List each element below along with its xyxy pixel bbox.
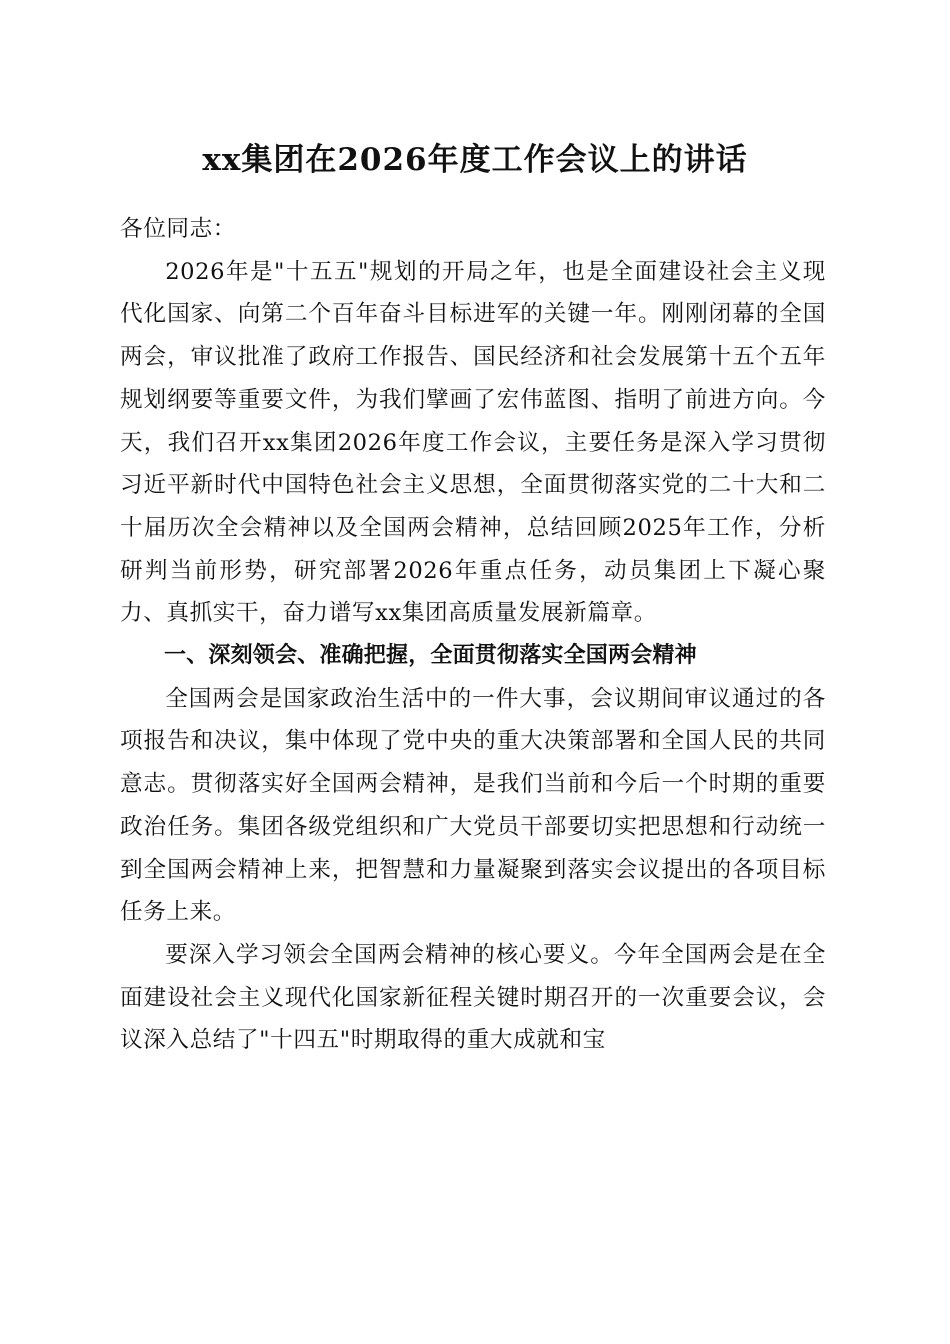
section-heading-1: 一、深刻领会、准确把握，全面贯彻落实全国两会精神 xyxy=(164,643,697,669)
intro-paragraph: 2026年是"十五五"规划的开局之年，也是全面建设社会主义现代化国家、向第二个百年奋斗目标进军的关键一年。刚刚闭幕的全国两会，审议批准了政府工作报告、国民经济和社会发展第十五个五年规划纲要等重要文件，为我们擘画了宏伟蓝图、指明了前进方向。今天，我们召开xx集团2026年度工作会议，主要任务是深入学习贯彻习近平新时代中国特色社会主义思想，全面贯彻落实党的二十大和二十届历次全会精神以及全国两会精神，总结回顾2025年工作，分析研判当前形势，研究部署2026年重点任务，动员集团上下凝心聚力、真抓实干，奋力谱写xx集团高质量发展新篇章。 xyxy=(120,258,826,627)
section1-paragraph-2: 要深入学习领会全国两会精神的核心要义。今年全国两会是在全面建设社会主义现代化国家新征程关键时期召开的一次重要会议，会议深入总结了"十四五"时期取得的重大成就和宝 xyxy=(120,941,826,1054)
salutation: 各位同志： xyxy=(120,216,236,242)
document-title: xx集团在2026年度工作会议上的讲话 xyxy=(202,142,748,178)
document-body xyxy=(120,208,826,1062)
section1-paragraph-1: 全国两会是国家政治生活中的一件大事，会议期间审议通过的各项报告和决议，集中体现了党中央的重大决策部署和全国人民的共同意志。贯彻落实好全国两会精神，是我们当前和今后一个时期的重要政治任务。集团各级党组织和广大党员干部要切实把思想和行动统一到全国两会精神上来，把智慧和力量凝聚到落实会议提出的各项目标任务上来。 xyxy=(120,685,826,926)
